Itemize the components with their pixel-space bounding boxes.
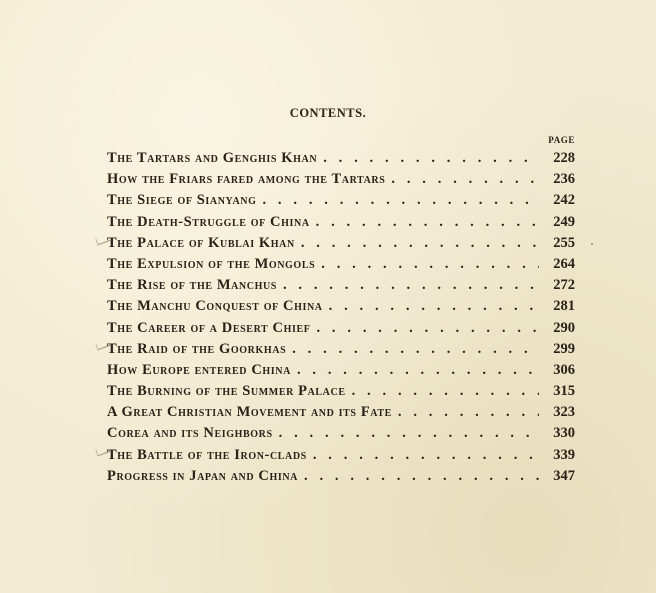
toc-entry-page: 281: [553, 298, 575, 315]
toc-entry-page: 255: [553, 234, 575, 251]
toc-entry: [107, 235, 575, 256]
toc-entry-title: The Burning of the Summer Palace: [107, 383, 346, 400]
toc-entry-page: 339: [553, 446, 575, 463]
dot-leader: [283, 277, 539, 294]
toc-entry-title: The Manchu Conquest of China: [107, 298, 323, 315]
dot-leader: [352, 383, 539, 400]
toc-entry-page: 306: [553, 361, 575, 378]
toc-entry-page: 272: [553, 277, 575, 294]
toc-entry: [107, 320, 575, 341]
dot-leader: [323, 150, 539, 167]
toc-entry-title: The Siege of Sianyang: [107, 192, 257, 209]
toc-entry-title: The Death-Struggle of China: [107, 213, 310, 230]
toc-entry-page: 242: [553, 192, 575, 209]
dot-leader: [304, 468, 539, 485]
toc-entry: [107, 425, 575, 446]
toc-entry-page: 347: [553, 467, 575, 484]
toc-entry-page: 236: [553, 171, 575, 188]
toc-entry-page: 299: [553, 340, 575, 357]
toc-entry-title: The Rise of the Manchus: [107, 277, 277, 294]
toc-entry-title: A Great Christian Movement and its Fate: [107, 404, 392, 421]
toc-entry: [107, 256, 575, 277]
dot-leader: [398, 404, 539, 421]
toc-entry-title: How the Friars fared among the Tartars: [107, 171, 386, 188]
dot-leader: [262, 192, 539, 209]
toc-entry-title: The Battle of the Iron-clads: [107, 446, 307, 463]
toc-entry-page: 330: [553, 425, 575, 442]
toc-entry: [107, 447, 575, 468]
toc-entry: [107, 298, 575, 319]
dot-leader: [329, 298, 539, 315]
toc-entry: [107, 362, 575, 383]
toc-entry: [107, 192, 575, 213]
toc-entry-title: Progress in Japan and China: [107, 467, 298, 484]
toc-entry: [107, 341, 575, 362]
toc-entry-title: Corea and its Neighbors: [107, 425, 273, 442]
dot-leader: [279, 425, 539, 442]
toc-entry-title: The Expulsion of the Mongols: [107, 255, 316, 272]
toc-entry: [107, 277, 575, 298]
toc-entry-title: The Tartars and Genghis Khan: [107, 150, 318, 166]
dot-leader: [292, 341, 539, 358]
toc-entry: [107, 383, 575, 404]
page-column-label: PAGE: [548, 135, 575, 145]
toc-entry-title: The Career of a Desert Chief: [107, 319, 311, 336]
dot-leader: [316, 320, 539, 337]
toc-entry-page: 264: [553, 255, 575, 272]
toc-entry-title: How Europe entered China: [107, 361, 291, 378]
dot-leader: [391, 171, 539, 188]
contents-heading: CONTENTS.: [289, 106, 367, 120]
paper-speck: [591, 243, 593, 245]
toc-entry: [107, 468, 575, 489]
toc-entry-page: 249: [553, 213, 575, 230]
dot-leader: [297, 362, 539, 379]
dot-leader: [313, 447, 539, 464]
toc-entry-page: 290: [553, 319, 575, 336]
toc-entry-title: The Raid of the Goorkhas: [107, 340, 287, 357]
toc-entry-title: The Palace of Kublai Khan: [107, 234, 295, 251]
toc-entry: [107, 214, 575, 235]
table-of-contents: [107, 150, 575, 489]
dot-leader: [321, 256, 539, 273]
toc-entry-page: 315: [553, 383, 575, 400]
dot-leader: [301, 235, 539, 252]
toc-entry-page: 323: [553, 404, 575, 421]
toc-entry: [107, 150, 575, 171]
toc-entry: [107, 171, 575, 192]
dot-leader: [316, 214, 539, 231]
toc-entry-page: 228: [553, 150, 575, 166]
toc-entry: [107, 404, 575, 425]
